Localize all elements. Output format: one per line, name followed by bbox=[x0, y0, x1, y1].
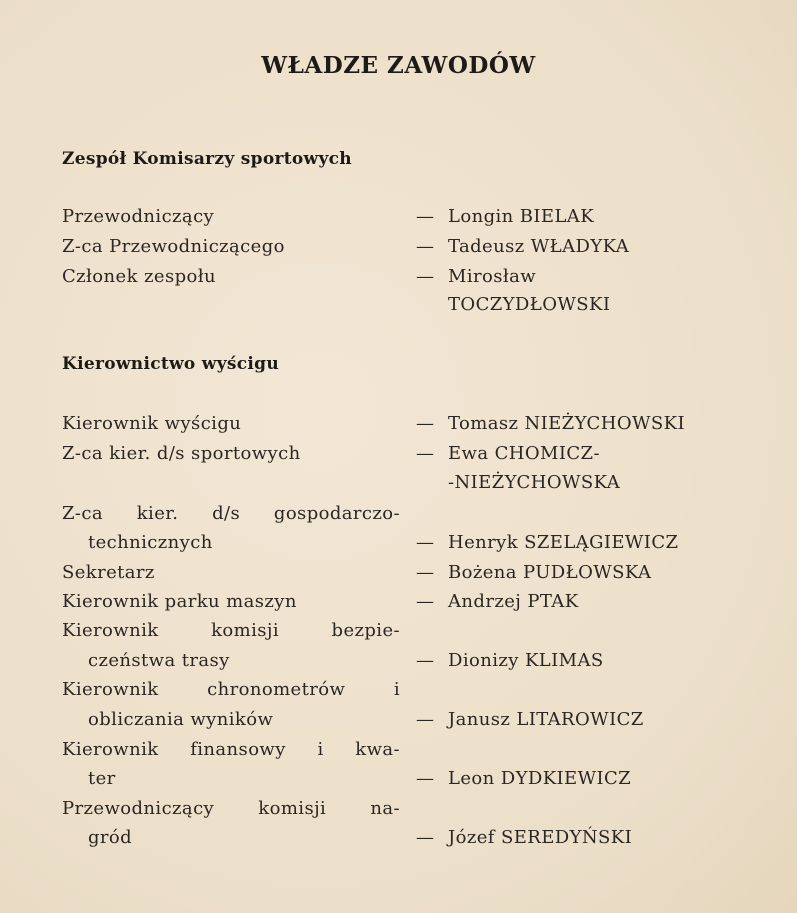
dash: — bbox=[416, 768, 434, 789]
dash: — bbox=[416, 709, 434, 730]
list-item bbox=[0, 798, 797, 826]
list-item bbox=[0, 294, 797, 322]
role-label: Przewodniczący bbox=[62, 206, 215, 227]
dash: — bbox=[416, 650, 434, 671]
person-name-continued: TOCZYDŁOWSKI bbox=[448, 294, 611, 315]
list-item bbox=[0, 562, 797, 590]
role-label: Z-ca kier. d/s gospodarczo- bbox=[62, 503, 400, 524]
list-item bbox=[0, 709, 797, 737]
list-item bbox=[0, 443, 797, 471]
role-label: Kierownik komisji bezpie- bbox=[62, 620, 400, 641]
list-item bbox=[0, 532, 797, 560]
dash: — bbox=[416, 266, 434, 287]
role-label: Kierownik wyścigu bbox=[62, 413, 242, 434]
role-label: Z-ca kier. d/s sportowych bbox=[62, 443, 301, 464]
role-label-continued: obliczania wyników bbox=[88, 709, 274, 730]
person-name: Tomasz NIEŻYCHOWSKI bbox=[448, 413, 685, 434]
dash: — bbox=[416, 532, 434, 553]
list-item bbox=[0, 206, 797, 234]
list-item bbox=[0, 679, 797, 707]
list-item bbox=[0, 827, 797, 855]
person-name: Bożena PUDŁOWSKA bbox=[448, 562, 652, 583]
list-item bbox=[0, 650, 797, 678]
role-label: Kierownik finansowy i kwa- bbox=[62, 739, 400, 760]
role-label: Członek zespołu bbox=[62, 266, 216, 287]
list-item bbox=[0, 413, 797, 441]
dash: — bbox=[416, 236, 434, 257]
dash: — bbox=[416, 443, 434, 464]
list-item bbox=[0, 739, 797, 767]
page-title: WŁADZE ZAWODÓW bbox=[261, 52, 536, 79]
role-label: Sekretarz bbox=[62, 562, 155, 583]
role-label-continued: czeństwa trasy bbox=[88, 650, 230, 671]
role-label: Przewodniczący komisji na- bbox=[62, 798, 400, 819]
list-item bbox=[0, 591, 797, 619]
person-name: Andrzej PTAK bbox=[448, 591, 579, 612]
person-name: Józef SEREDYŃSKI bbox=[448, 827, 633, 848]
person-name: Mirosław bbox=[448, 266, 537, 287]
role-label: Z-ca Przewodniczącego bbox=[62, 236, 285, 257]
person-name: Leon DYDKIEWICZ bbox=[448, 768, 632, 789]
dash: — bbox=[416, 562, 434, 583]
dash: — bbox=[416, 413, 434, 434]
person-name: Dionizy KLIMAS bbox=[448, 650, 604, 671]
dash: — bbox=[416, 206, 434, 227]
list-item bbox=[0, 620, 797, 648]
person-name: Janusz LITAROWICZ bbox=[448, 709, 644, 730]
role-label-continued: technicznych bbox=[88, 532, 213, 553]
person-name: Longin BIELAK bbox=[448, 206, 595, 227]
section-heading-race-management: Kierownictwo wyścigu bbox=[62, 354, 280, 374]
person-name-continued: -NIEŻYCHOWSKA bbox=[448, 472, 621, 493]
person-name: Ewa CHOMICZ- bbox=[448, 443, 600, 464]
role-label: Kierownik parku maszyn bbox=[62, 591, 297, 612]
dash: — bbox=[416, 827, 434, 848]
role-label-continued: ter bbox=[88, 768, 116, 789]
list-item bbox=[0, 236, 797, 264]
person-name: Tadeusz WŁADYKA bbox=[448, 236, 630, 257]
person-name: Henryk SZELĄGIEWICZ bbox=[448, 532, 679, 553]
list-item bbox=[0, 266, 797, 294]
list-item bbox=[0, 768, 797, 796]
section-heading-commissioners: Zespół Komisarzy sportowych bbox=[62, 149, 352, 169]
role-label: Kierownik chronometrów i bbox=[62, 679, 400, 700]
list-item bbox=[0, 472, 797, 500]
list-item bbox=[0, 503, 797, 531]
dash: — bbox=[416, 591, 434, 612]
role-label-continued: gród bbox=[88, 827, 133, 848]
